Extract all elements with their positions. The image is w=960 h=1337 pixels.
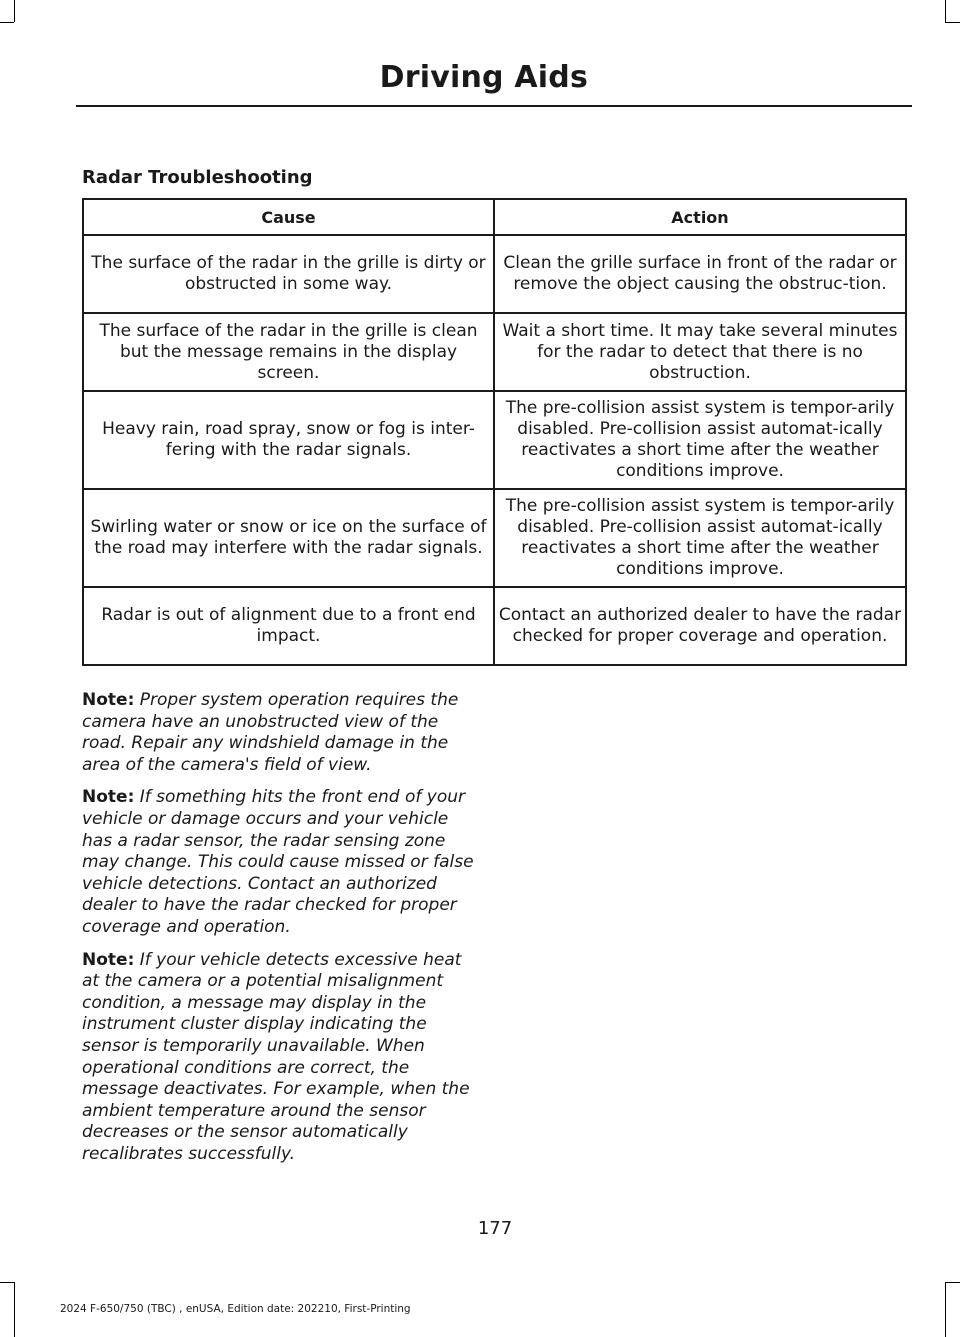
crop-mark-bottom-right <box>945 1282 946 1337</box>
action-cell: Contact an authorized dealer to have the radar checked for proper coverage and operation. <box>494 587 906 665</box>
action-cell: The pre-collision assist system is tempor-arily disabled. Pre-collision assist automat-ically reactivates a short time after the weather conditions improve. <box>494 391 906 489</box>
column-header-action: Action <box>494 199 906 235</box>
note-paragraph <box>82 787 482 938</box>
crop-mark-top-right <box>945 0 946 22</box>
cause-cell: Heavy rain, road spray, snow or fog is inter-fering with the radar signals. <box>83 391 494 489</box>
edition-info: 2024 F-650/750 (TBC) , enUSA, Edition date: 202210, First-Printing <box>60 1303 411 1315</box>
note-paragraph <box>82 950 482 1166</box>
cause-cell: Radar is out of alignment due to a front end impact. <box>83 587 494 665</box>
note-text: If your vehicle detects excessive heat at the camera or a potential misalignment condition, a message may display in the instrument cluster display indicating the sensor is temporarily unavailable. When operational conditions are correct, the message deactivates. For example, when the ambient temperature around the sensor decreases or the sensor automatically recalibrates successfully. <box>82 949 470 1164</box>
cause-cell: Swirling water or snow or ice on the surface of the road may interfere with the radar signals. <box>83 489 494 587</box>
note-label: Note: <box>82 787 135 808</box>
table-row <box>83 391 906 489</box>
troubleshooting-table <box>82 198 907 666</box>
note-paragraph <box>82 690 482 776</box>
table-row <box>83 489 906 587</box>
page-number: 177 <box>477 1218 513 1239</box>
crop-mark-bottom-left <box>14 1282 15 1337</box>
note-label: Note: <box>82 690 135 710</box>
action-cell: Wait a short time. It may take several minutes for the radar to detect that there is no obstruction. <box>494 313 906 391</box>
note-text: If something hits the front end of your vehicle or damage occurs and your vehicle has a radar sensor, the radar sensing zone may change. This could cause missed or false vehicle detections. Contact an authorized dealer to have the radar checked for proper coverage and operation. <box>82 787 474 937</box>
table-header-row <box>83 199 906 235</box>
crop-mark-top-right-h <box>945 22 960 23</box>
cause-cell: The surface of the radar in the grille is clean but the message remains in the display screen. <box>83 313 494 391</box>
action-cell: The pre-collision assist system is tempor-arily disabled. Pre-collision assist automat-ically reactivates a short time after the weather conditions improve. <box>494 489 906 587</box>
column-header-cause: Cause <box>83 199 494 235</box>
action-cell: Clean the grille surface in front of the radar or remove the object causing the obstruc-tion. <box>494 235 906 313</box>
table-row <box>83 313 906 391</box>
table-row <box>83 587 906 665</box>
crop-mark-bottom-right-h <box>945 1282 960 1283</box>
notes-section <box>82 690 482 1176</box>
crop-mark-top-left-h <box>0 22 14 23</box>
note-label: Note: <box>82 949 135 970</box>
page-section-title: Driving Aids <box>379 60 588 95</box>
note-text: Proper system operation requires the camera have an unobstructed view of the road. Repair any windshield damage in the area of the camera's field of view. <box>82 690 459 775</box>
crop-mark-bottom-left-h <box>0 1282 14 1283</box>
header-divider <box>76 105 912 107</box>
cause-cell: The surface of the radar in the grille is dirty or obstructed in some way. <box>83 235 494 313</box>
crop-mark-top-left <box>14 0 15 22</box>
section-heading: Radar Troubleshooting <box>82 167 313 188</box>
table-row <box>83 235 906 313</box>
